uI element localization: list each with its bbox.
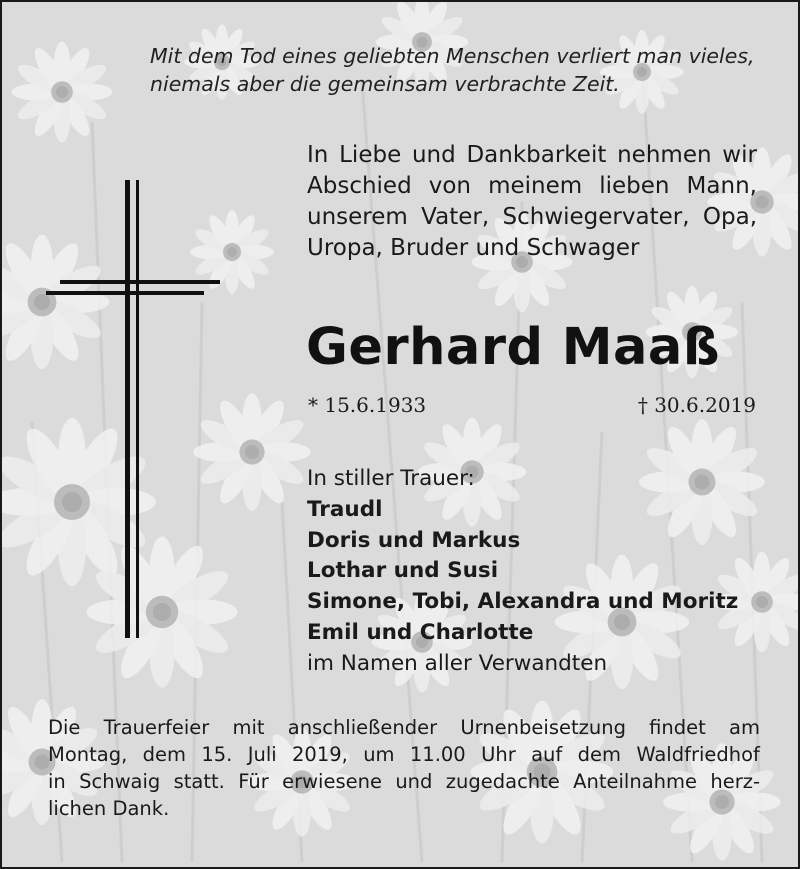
life-dates	[308, 392, 756, 418]
notice-word: dem	[142, 743, 187, 766]
mourners-footer: im Namen aller Verwandten	[307, 650, 608, 676]
notice-word: auf	[531, 743, 563, 766]
cross-icon	[46, 180, 220, 638]
notice-word: Schwaig	[79, 770, 161, 793]
notice-word: Die	[48, 716, 81, 739]
mourner-name: Doris und Markus	[307, 527, 521, 553]
notice-word: 2019,	[292, 743, 348, 766]
mourners-block	[307, 464, 767, 680]
intro-word: wir	[722, 142, 757, 168]
intro-word: lieben	[599, 173, 670, 199]
quote-line: Mit dem Tod eines geliebten Menschen verliert man vieles,	[150, 44, 755, 68]
intro-line	[307, 140, 757, 171]
intro-word: nehmen	[617, 142, 712, 168]
intro-line	[307, 202, 757, 233]
intro-word: In	[307, 142, 329, 168]
notice-word: Anteilnahme	[573, 770, 697, 793]
notice-word: Uhr	[481, 743, 516, 766]
intro-word: Vater,	[421, 204, 490, 230]
notice-word: und	[395, 770, 433, 793]
notice-line	[48, 714, 760, 741]
notice-word: anschließender	[287, 716, 438, 739]
intro-word: unserem	[307, 204, 408, 230]
notice-word: Juli	[247, 743, 277, 766]
mourners-heading: In stiller Trauer:	[307, 466, 475, 491]
notice-word: in	[48, 770, 66, 793]
intro-word: Dankbarkeit	[466, 142, 607, 168]
intro-word: Mann,	[686, 173, 757, 199]
intro-word: Liebe	[339, 142, 402, 168]
notice-line	[48, 768, 760, 795]
notice-word: Trauerfeier	[103, 716, 210, 739]
notice-line: lichen Dank.	[48, 797, 170, 820]
intro-line	[307, 171, 757, 202]
notice-word: 15.	[201, 743, 233, 766]
notice-line	[48, 741, 760, 768]
notice-word: zugedachte	[445, 770, 560, 793]
notice-word: findet	[649, 716, 706, 739]
notice-word: 11.00	[409, 743, 466, 766]
notice-word: Für	[238, 770, 269, 793]
intro-line: Uropa, Bruder und Schwager	[307, 235, 640, 261]
notice-word: mit	[232, 716, 265, 739]
notice-word: Montag,	[48, 743, 128, 766]
intro-word: Schwiegervater,	[502, 204, 690, 230]
mourner-name: Simone, Tobi, Alexandra und Moritz	[307, 589, 739, 615]
mourner-name: Lothar und Susi	[307, 558, 499, 584]
intro-text	[307, 140, 757, 264]
notice-word: um	[363, 743, 395, 766]
notice-word: Waldfriedhof	[636, 743, 760, 766]
intro-word: von	[428, 173, 472, 199]
notice-word: herz-	[710, 770, 760, 793]
notice-word: erwiesene	[282, 770, 382, 793]
notice-word: Urnenbeisetzung	[460, 716, 626, 739]
intro-word: meinem	[488, 173, 583, 199]
notice-word: am	[729, 716, 760, 739]
deceased-name: Gerhard Maaß	[306, 318, 720, 377]
intro-word: Abschied	[307, 173, 412, 199]
death-date: † 30.6.2019	[637, 393, 756, 417]
notice-word: statt.	[173, 770, 225, 793]
quote-line: niemals aber die gemeinsam verbrachte Zeit.	[150, 72, 620, 96]
notice-word: dem	[577, 743, 621, 766]
birth-date: * 15.6.1933	[308, 393, 427, 417]
intro-word: Opa,	[702, 204, 757, 230]
funeral-notice	[48, 714, 760, 822]
mourner-name: Traudl	[307, 496, 383, 522]
intro-word: und	[411, 142, 456, 168]
quote	[150, 42, 770, 98]
mourner-name: Emil und Charlotte	[307, 619, 534, 645]
